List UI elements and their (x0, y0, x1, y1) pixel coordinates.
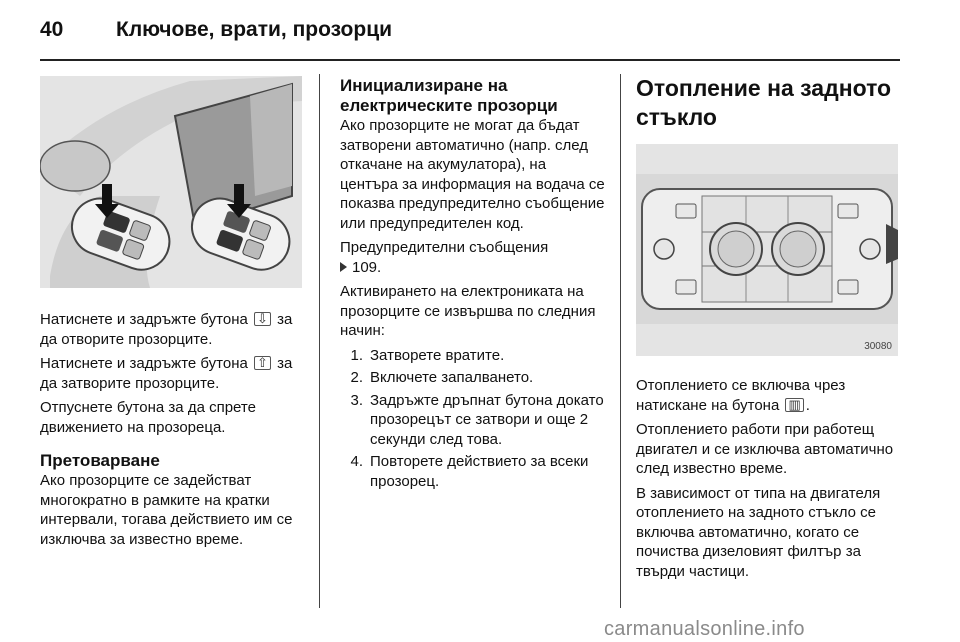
watermark: carmanualsonline.info (604, 618, 805, 640)
heading-rear-window-heating: Отопление на задното стъкло (636, 75, 892, 130)
step-number: 1. (350, 346, 363, 364)
text-heating-before: Отоплението се включва чрез натискане на бутона (636, 377, 846, 414)
step-text: Повторете действието за всеки прозорец. (370, 453, 589, 490)
page-reference-arrow-icon (340, 262, 347, 272)
rear-window-heating-icon: ▥ (785, 398, 803, 412)
paragraph-release-button: Отпуснете бутона за да спрете движението на прозореца. (40, 399, 256, 436)
step-text: Задръжте дръпнат бутона докато прозорецът се затвори и още 2 секунди след това. (370, 391, 604, 448)
window-switch-illustration (40, 76, 302, 288)
list-item (340, 346, 606, 366)
text-open-after: за да отворите прозорците. (40, 311, 293, 348)
paragraph-close-windows (40, 354, 304, 393)
column-middle (340, 76, 606, 491)
text-heating-after: . (805, 396, 810, 414)
step-number: 3. (350, 391, 363, 409)
column-divider-right (620, 74, 621, 608)
figure-code: 30080 (864, 341, 892, 352)
paragraph-warning-messages (340, 238, 606, 277)
paragraph-heating-on (636, 376, 902, 415)
paragraph-init-intro: Ако прозорците не могат да бъдат затворени автоматично (напр. след откачане на акумулатора), на центъра за информация на водача се показва предупредително съобщение или предупредителен код. (340, 117, 605, 232)
list-item (340, 452, 606, 491)
column-divider-left (319, 74, 320, 608)
steps-list (340, 346, 606, 492)
window-close-icon: ⇧ (254, 356, 271, 370)
page-reference-link[interactable]: 109. (352, 258, 382, 276)
chapter-title: Ключове, врати, прозорци (116, 18, 393, 41)
header-rule (40, 59, 900, 61)
column-left (40, 76, 304, 549)
climate-panel-drawing (636, 144, 898, 356)
window-open-icon: ⇩ (254, 312, 271, 326)
climate-panel-illustration (636, 144, 898, 356)
step-text: Включете запалването. (370, 369, 534, 386)
window-switch-drawing (40, 76, 302, 288)
list-item (340, 391, 606, 450)
paragraph-open-windows (40, 310, 304, 349)
step-number: 4. (350, 453, 363, 470)
paragraph-heating-engine: Отоплението работи при работещ двигател и се изключва автоматично след известно време. (636, 421, 894, 477)
column-right (636, 76, 902, 581)
step-text: Затворете вратите. (370, 346, 505, 364)
text-close-after: за да затворите прозорците. (40, 355, 293, 392)
text-open-before: Натиснете и задръжте бутона (40, 311, 248, 328)
text-close-before: Натиснете и задръжте бутона (40, 355, 248, 372)
page-number: 40 (40, 18, 64, 41)
paragraph-heating-diesel: В зависимост от типа на двигателя отоплението на задното стъкло се включва автоматично, когато се почиства дизеловият филтър за твърди частици. (636, 484, 881, 580)
paragraph-overload: Ако прозорците се задействат многократно в рамките на кратки интервали, тогава действието им се изключва за известно време. (40, 472, 293, 548)
text-warning-messages: Предупредителни съобщения (340, 239, 549, 256)
heading-overload: Претоварване (40, 451, 160, 470)
list-item (340, 368, 606, 388)
paragraph-activation: Активирането на електрониката на прозорците се извършва по следния начин: (340, 283, 596, 339)
step-number: 2. (350, 369, 363, 386)
heading-initialization: Инициализиране на електрическите прозорци (340, 76, 558, 115)
